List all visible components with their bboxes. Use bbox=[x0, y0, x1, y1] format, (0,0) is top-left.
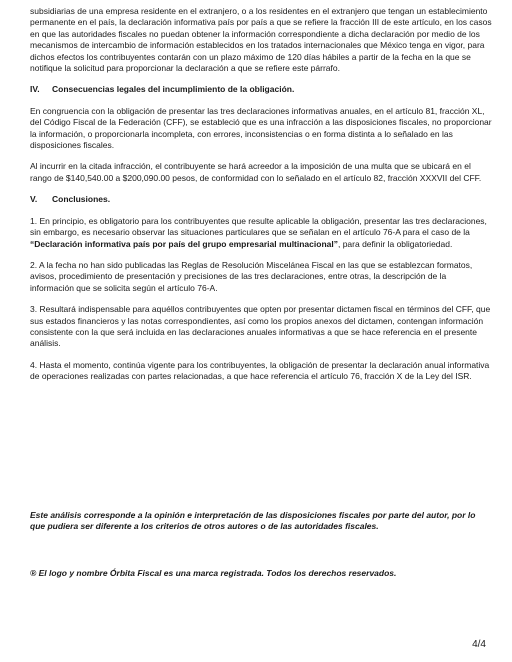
conclusion-2: 2. A la fecha no han sido publicadas las Reglas de Resolución Miscelánea Fiscal en las que se establezcan formatos, avisos, procedimiento de presentación y precisiones de las tres declaraciones, entre otras, la descripción de la información que se solicita según el artículo 76-A. bbox=[30, 259, 473, 293]
conclusion-1-text-a: 1. En principio, es obligatorio para los contribuyentes que resulte aplicable la obligación, presentar las tres declaraciones, sin embargo, es necesario observar las situaciones particulares que se señalan en el artículo 76-A para el caso de la bbox=[30, 215, 487, 238]
conclusion-3: 3. Resultará indispensable para aquéllos contribuyentes que opten por presentar dictamen fiscal en términos del CFF, que sus estados financieros y las notas correspondientes, así como los propios anexos del dictamen, contengan información consistente con la que será incluida en las declaraciones anuales informativas a que se hace referencia en el presente análisis. bbox=[30, 304, 491, 349]
trademark-note: ® El logo y nombre Órbita Fiscal es una marca registrada. Todos los derechos reservados. bbox=[30, 568, 397, 578]
page-number: 4/4 bbox=[472, 639, 486, 650]
intro-paragraph: subsidiarias de una empresa residente en el extranjero, o a los residentes en el extranjero que tengan un establecimiento permanente en el país, la declaración informativa país por país a que se refiere la fracción III de este artículo, en los casos en que las autoridades fiscales no puedan obtener la información correspondiente a dicha declaración por medio de los mecanismos de intercambio de información establecidos en los tratados internacionales que México tenga en vigor, para dichos efectos los contribuyentes contarán con un plazo máximo de 120 días hábiles a partir de la fecha en la que se notifique la solicitud para proporcionar la declaración a que se refiere este párrafo. bbox=[30, 6, 492, 74]
conclusion-4: 4. Hasta el momento, continúa vigente para los contribuyentes, la obligación de presentar la declaración anual informativa de operaciones realizadas con partes relacionadas, a que hace referencia el artículo 76, fracción X de la Ley del ISR. bbox=[30, 359, 490, 382]
section-iv-heading bbox=[30, 84, 492, 95]
disclaimer-note: Este análisis corresponde a la opinión e interpretación de las disposiciones fiscales por parte del autor, por lo que pudiera ser diferente a los criterios de otros autores o de las autoridades fiscales. bbox=[30, 510, 476, 532]
conclusion-1-text-b: , para definir la obligatoriedad. bbox=[337, 238, 453, 249]
section-v-heading bbox=[30, 194, 492, 205]
section-iv-number: IV. bbox=[30, 84, 40, 95]
section-iv-title: Consecuencias legales del incumplimiento de la obligación. bbox=[52, 84, 295, 95]
section-v-number: V. bbox=[30, 194, 38, 205]
section-iv-paragraph-1: En congruencia con la obligación de presentar las tres declaraciones informativas anuales, en el artículo 81, fracción XL, del Código Fiscal de la Federación (CFF), se estableció que es una infracción a las disposiciones fiscales, no proporcionar la información, o proporcionarla incompleta, con errores, inconsistencias o en forma distinta a lo señalado en las disposiciones fiscales. bbox=[30, 105, 492, 151]
section-iv-paragraph-2: Al incurrir en la citada infracción, el contribuyente se hará acreedor a la imposición de una multa que se ubicará en el rango de $140,540.00 a $200,090.00 pesos, de conformidad con lo señalado en el artículo 82, fracción XXXVII del CFF. bbox=[30, 161, 482, 183]
conclusion-1-bold-title: “Declaración informativa país por país del grupo empresarial multinacional” bbox=[30, 238, 338, 249]
conclusion-1 bbox=[30, 216, 492, 250]
document-body bbox=[30, 6, 492, 393]
section-v-title: Conclusiones. bbox=[52, 194, 111, 205]
